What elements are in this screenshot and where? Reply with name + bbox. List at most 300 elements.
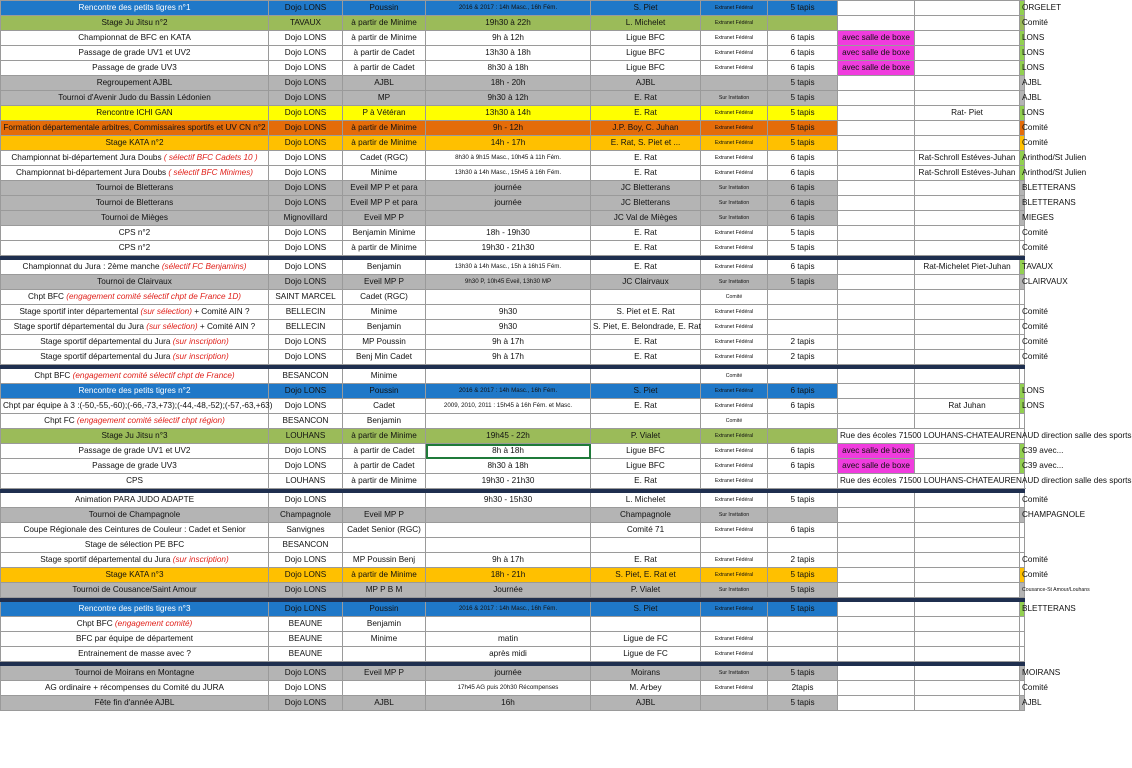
schedule-cell[interactable]: 13h30 à 18h [426,46,591,61]
event-name-cell[interactable] [1,91,269,106]
venue-cell[interactable]: Dojo LONS [269,444,343,459]
mats-cell[interactable]: 5 tapis [768,568,838,583]
referee-cell[interactable] [915,696,1020,711]
schedule-cell[interactable]: 9h30 P, 10h45 Eveil, 13h30 MP [426,275,591,290]
venue-cell[interactable]: BEAUNE [269,632,343,647]
event-name-cell[interactable] [1,196,269,211]
venue-cell[interactable]: Dojo LONS [269,384,343,399]
room-cell[interactable] [838,290,915,305]
category-cell[interactable] [343,647,426,662]
schedule-cell[interactable] [426,523,591,538]
category-cell[interactable]: Cadet (RGC) [343,151,426,166]
referee-cell[interactable] [915,538,1020,553]
referee-cell[interactable] [915,508,1020,523]
mats-cell[interactable] [768,617,838,632]
venue-cell[interactable]: Dojo LONS [269,1,343,16]
schedule-cell[interactable]: journée [426,196,591,211]
organizer-cell[interactable]: AJBL [591,696,701,711]
mats-cell[interactable]: 5 tapis [768,241,838,256]
club-cell[interactable]: Comité [1020,335,1025,350]
registration-cell[interactable]: Sur Invitation [701,181,768,196]
room-cell[interactable] [838,350,915,365]
event-name-cell[interactable] [1,76,269,91]
mats-cell[interactable]: 6 tapis [768,46,838,61]
organizer-cell[interactable]: E. Rat [591,241,701,256]
registration-cell[interactable]: Extranet Fédéral [701,647,768,662]
schedule-cell[interactable] [426,414,591,429]
schedule-cell[interactable]: journée [426,181,591,196]
category-cell[interactable]: Eveil MP P [343,508,426,523]
room-cell[interactable] [838,632,915,647]
registration-cell[interactable]: Extranet Fédéral [701,399,768,414]
schedule-cell[interactable]: 9h - 12h [426,121,591,136]
registration-cell[interactable]: Extranet Fédéral [701,166,768,181]
referee-cell[interactable] [915,91,1020,106]
referee-cell[interactable] [915,681,1020,696]
room-cell[interactable] [838,384,915,399]
referee-cell[interactable] [915,523,1020,538]
club-cell[interactable]: Comité [1020,553,1025,568]
venue-cell[interactable]: LOUHANS [269,474,343,489]
club-cell[interactable]: Comité [1020,121,1025,136]
venue-cell[interactable]: BESANCON [269,414,343,429]
organizer-cell[interactable]: E. Rat, S. Piet et ... [591,136,701,151]
mats-cell[interactable]: 6 tapis [768,399,838,414]
registration-cell[interactable]: Extranet Fédéral [701,61,768,76]
club-cell[interactable]: Comité [1020,241,1025,256]
organizer-cell[interactable]: S. Piet et E. Rat [591,305,701,320]
category-cell[interactable] [343,493,426,508]
room-cell[interactable] [838,211,915,226]
registration-cell[interactable]: Extranet Fédéral [701,31,768,46]
club-cell[interactable] [1020,414,1025,429]
mats-cell[interactable]: 6 tapis [768,384,838,399]
schedule-cell[interactable]: 9h à 12h [426,31,591,46]
category-cell[interactable]: à partir de Minime [343,31,426,46]
organizer-cell[interactable]: Ligue BFC [591,46,701,61]
room-cell[interactable] [838,493,915,508]
schedule-cell[interactable]: 2016 & 2017 : 14h Masc., 16h Fém. [426,384,591,399]
category-cell[interactable]: à partir de Minime [343,429,426,444]
event-name-cell[interactable] [1,493,269,508]
venue-cell[interactable]: Dojo LONS [269,46,343,61]
event-name-cell[interactable] [1,632,269,647]
club-cell[interactable]: BLETTERANS [1020,602,1025,617]
schedule-cell[interactable]: 8h30 à 18h [426,459,591,474]
registration-cell[interactable]: Comité [701,414,768,429]
room-cell[interactable] [838,523,915,538]
organizer-cell[interactable]: M. Arbey [591,681,701,696]
category-cell[interactable]: à partir de Minime [343,474,426,489]
event-name-cell[interactable] [1,666,269,681]
category-cell[interactable]: à partir de Cadet [343,61,426,76]
event-name-cell[interactable] [1,320,269,335]
mats-cell[interactable] [768,290,838,305]
room-cell[interactable] [838,583,915,598]
venue-cell[interactable]: Dojo LONS [269,602,343,617]
club-cell[interactable]: LONS [1020,384,1025,399]
mats-cell[interactable] [768,429,838,444]
category-cell[interactable]: Poussin [343,384,426,399]
club-cell[interactable]: BLETTERANS [1020,196,1025,211]
referee-cell[interactable]: Rat-Michelet Piet-Juhan [915,260,1020,275]
schedule-cell[interactable]: 14h - 17h [426,136,591,151]
category-cell[interactable]: à partir de Minime [343,136,426,151]
club-cell[interactable] [1020,523,1025,538]
room-cell[interactable] [838,181,915,196]
room-cell[interactable] [838,16,915,31]
category-cell[interactable]: à partir de Cadet [343,444,426,459]
event-name-cell[interactable] [1,647,269,662]
referee-cell[interactable] [915,196,1020,211]
room-cell[interactable] [838,553,915,568]
mats-cell[interactable]: 5 tapis [768,583,838,598]
mats-cell[interactable]: 5 tapis [768,275,838,290]
registration-cell[interactable]: Extranet Fédéral [701,335,768,350]
event-name-cell[interactable] [1,121,269,136]
venue-cell[interactable]: Dojo LONS [269,350,343,365]
venue-cell[interactable]: Dojo LONS [269,241,343,256]
mats-cell[interactable]: 5 tapis [768,136,838,151]
room-cell[interactable] [838,166,915,181]
mats-cell[interactable]: 5 tapis [768,106,838,121]
event-name-cell[interactable] [1,553,269,568]
organizer-cell[interactable]: E. Rat [591,335,701,350]
room-cell[interactable] [838,305,915,320]
referee-cell[interactable] [915,1,1020,16]
room-cell[interactable] [838,681,915,696]
venue-cell[interactable]: BESANCON [269,369,343,384]
registration-cell[interactable]: Extranet Fédéral [701,151,768,166]
category-cell[interactable]: Eveil MP P [343,666,426,681]
schedule-cell[interactable]: 2016 & 2017 : 14h Masc., 16h Fém. [426,602,591,617]
schedule-cell[interactable] [426,290,591,305]
room-cell[interactable] [838,320,915,335]
event-name-cell[interactable] [1,260,269,275]
club-cell[interactable]: C39 avec... [1020,444,1025,459]
venue-cell[interactable]: Dojo LONS [269,76,343,91]
category-cell[interactable]: Benjamin [343,320,426,335]
referee-cell[interactable] [915,211,1020,226]
event-name-cell[interactable] [1,166,269,181]
mats-cell[interactable]: 5 tapis [768,76,838,91]
organizer-cell[interactable] [591,369,701,384]
event-name-cell[interactable] [1,46,269,61]
schedule-cell[interactable]: 18h - 19h30 [426,226,591,241]
club-cell[interactable]: MIEGES [1020,211,1025,226]
club-cell[interactable]: AJBL [1020,696,1025,711]
mats-cell[interactable] [768,369,838,384]
registration-cell[interactable]: Extranet Fédéral [701,493,768,508]
event-name-cell[interactable] [1,290,269,305]
registration-cell[interactable]: Extranet Fédéral [701,553,768,568]
event-name-cell[interactable] [1,369,269,384]
club-cell[interactable]: Comité [1020,305,1025,320]
organizer-cell[interactable]: E. Rat [591,106,701,121]
category-cell[interactable]: Minime [343,305,426,320]
event-name-cell[interactable] [1,275,269,290]
event-name-cell[interactable] [1,459,269,474]
venue-cell[interactable]: Dojo LONS [269,275,343,290]
schedule-cell[interactable]: 8h30 à 18h [426,61,591,76]
organizer-cell[interactable]: L. Michelet [591,16,701,31]
venue-cell[interactable]: Dojo LONS [269,226,343,241]
event-name-cell[interactable] [1,350,269,365]
schedule-cell[interactable] [426,538,591,553]
club-cell[interactable] [1020,617,1025,632]
event-name-cell[interactable] [1,31,269,46]
referee-cell[interactable]: Rat- Piet [915,106,1020,121]
organizer-cell[interactable]: S. Piet, E. Belondrade, E. Rat [591,320,701,335]
category-cell[interactable]: Benjamin Minime [343,226,426,241]
referee-cell[interactable] [915,568,1020,583]
category-cell[interactable] [343,681,426,696]
schedule-cell[interactable]: 2009, 2010, 2011 : 15h45 à 16h Fém. et Masc. [426,399,591,414]
organizer-cell[interactable] [591,414,701,429]
schedule-cell[interactable]: 8h à 18h [426,444,591,459]
room-cell[interactable] [838,76,915,91]
mats-cell[interactable]: 5 tapis [768,1,838,16]
mats-cell[interactable] [768,320,838,335]
schedule-cell[interactable]: 9h à 17h [426,553,591,568]
registration-cell[interactable]: Comité [701,290,768,305]
category-cell[interactable]: Poussin [343,602,426,617]
organizer-cell[interactable]: P. Vialet [591,583,701,598]
event-name-cell[interactable] [1,474,269,489]
referee-cell[interactable] [915,647,1020,662]
registration-cell[interactable]: Sur Invitation [701,275,768,290]
registration-cell[interactable] [701,76,768,91]
venue-cell[interactable]: Dojo LONS [269,61,343,76]
registration-cell[interactable]: Extranet Fédéral [701,602,768,617]
mats-cell[interactable] [768,414,838,429]
organizer-cell[interactable]: Comité 71 [591,523,701,538]
venue-cell[interactable]: Dojo LONS [269,568,343,583]
registration-cell[interactable]: Extranet Fédéral [701,226,768,241]
organizer-cell[interactable]: S. Piet [591,602,701,617]
registration-cell[interactable]: Extranet Fédéral [701,136,768,151]
club-cell[interactable] [1020,647,1025,662]
club-cell[interactable]: LONS [1020,31,1025,46]
registration-cell[interactable]: Extranet Fédéral [701,459,768,474]
club-cell[interactable]: Comité [1020,136,1025,151]
registration-cell[interactable]: Sur Invitation [701,508,768,523]
category-cell[interactable]: Minime [343,632,426,647]
category-cell[interactable]: à partir de Minime [343,121,426,136]
schedule-cell[interactable]: 19h30 - 21h30 [426,474,591,489]
schedule-cell[interactable]: journée [426,666,591,681]
mats-cell[interactable]: 5 tapis [768,696,838,711]
event-name-cell[interactable] [1,211,269,226]
venue-cell[interactable]: BELLECIN [269,305,343,320]
event-name-cell[interactable] [1,681,269,696]
referee-cell[interactable] [915,181,1020,196]
registration-cell[interactable]: Extranet Fédéral [701,681,768,696]
room-cell[interactable]: avec salle de boxe [838,444,915,459]
club-cell[interactable]: Comité [1020,16,1025,31]
organizer-cell[interactable] [591,617,701,632]
club-cell[interactable]: Cousance-St Amour/Louhans [1020,583,1025,598]
event-name-cell[interactable] [1,399,273,414]
registration-cell[interactable] [701,617,768,632]
category-cell[interactable]: à partir de Minime [343,568,426,583]
club-cell[interactable]: ORGELET [1020,1,1025,16]
room-cell[interactable] [838,1,915,16]
registration-cell[interactable]: Extranet Fédéral [701,568,768,583]
mats-cell[interactable]: 6 tapis [768,523,838,538]
venue-cell[interactable]: Dojo LONS [269,166,343,181]
organizer-cell[interactable] [591,290,701,305]
room-cell[interactable]: avec salle de boxe [838,46,915,61]
registration-cell[interactable]: Extranet Fédéral [701,429,768,444]
registration-cell[interactable]: Extranet Fédéral [701,16,768,31]
club-cell[interactable]: AJBL [1020,76,1025,91]
category-cell[interactable]: MP Poussin Benj [343,553,426,568]
schedule-cell[interactable]: 18h - 21h [426,568,591,583]
room-cell[interactable] [838,275,915,290]
club-cell[interactable]: CLAIRVAUX [1020,275,1025,290]
category-cell[interactable]: Poussin [343,1,426,16]
organizer-cell[interactable]: Champagnole [591,508,701,523]
event-name-cell[interactable] [1,414,269,429]
room-cell[interactable] [838,106,915,121]
event-name-cell[interactable] [1,106,269,121]
room-cell[interactable] [838,335,915,350]
organizer-cell[interactable]: Ligue de FC [591,647,701,662]
mats-cell[interactable] [768,538,838,553]
club-cell[interactable]: Comité [1020,681,1025,696]
schedule-cell[interactable]: 9h30 à 12h [426,91,591,106]
category-cell[interactable]: Eveil MP P [343,275,426,290]
registration-cell[interactable]: Extranet Fédéral [701,320,768,335]
category-cell[interactable]: Cadet [343,399,426,414]
event-name-cell[interactable] [1,384,269,399]
referee-cell[interactable] [915,553,1020,568]
venue-cell[interactable]: Dojo LONS [269,121,343,136]
venue-cell[interactable]: BEAUNE [269,617,343,632]
organizer-cell[interactable]: Ligue BFC [591,459,701,474]
organizer-cell[interactable]: E. Rat [591,260,701,275]
registration-cell[interactable]: Sur Invitation [701,583,768,598]
organizer-cell[interactable]: Ligue BFC [591,444,701,459]
referee-cell[interactable] [915,275,1020,290]
registration-cell[interactable]: Comité [701,369,768,384]
room-cell[interactable]: Rue des écoles 71500 LOUHANS-CHATEAURENAUD direction salle des sports [838,429,1025,444]
mats-cell[interactable]: 6 tapis [768,196,838,211]
category-cell[interactable]: MP P B M [343,583,426,598]
room-cell[interactable] [838,508,915,523]
registration-cell[interactable]: Extranet Fédéral [701,1,768,16]
organizer-cell[interactable] [591,538,701,553]
mats-cell[interactable]: 2 tapis [768,350,838,365]
room-cell[interactable]: avec salle de boxe [838,31,915,46]
referee-cell[interactable] [915,414,1020,429]
registration-cell[interactable]: Extranet Fédéral [701,46,768,61]
category-cell[interactable]: Eveil MP P et para [343,196,426,211]
venue-cell[interactable]: Mignovillard [269,211,343,226]
venue-cell[interactable]: Dojo LONS [269,681,343,696]
event-name-cell[interactable] [1,508,269,523]
referee-cell[interactable]: Rat-Schroll Estéves-Juhan [915,151,1020,166]
referee-cell[interactable] [915,46,1020,61]
event-name-cell[interactable] [1,151,269,166]
club-cell[interactable]: Comité [1020,493,1025,508]
referee-cell[interactable] [915,61,1020,76]
schedule-cell[interactable]: 19h30 - 21h30 [426,241,591,256]
event-name-cell[interactable] [1,617,269,632]
category-cell[interactable]: Minime [343,166,426,181]
referee-cell[interactable] [915,241,1020,256]
club-cell[interactable]: MOIRANS [1020,666,1025,681]
organizer-cell[interactable]: Ligue BFC [591,61,701,76]
room-cell[interactable]: Rue des écoles 71500 LOUHANS-CHATEAURENAUD direction salle des sports [838,474,1025,489]
mats-cell[interactable]: 6 tapis [768,166,838,181]
club-cell[interactable] [1020,632,1025,647]
category-cell[interactable] [343,538,426,553]
organizer-cell[interactable]: E. Rat [591,399,701,414]
club-cell[interactable]: LONS [1020,106,1025,121]
schedule-cell[interactable] [426,508,591,523]
event-name-cell[interactable] [1,335,269,350]
room-cell[interactable] [838,538,915,553]
mats-cell[interactable]: 5 tapis [768,121,838,136]
room-cell[interactable] [838,399,915,414]
venue-cell[interactable]: BESANCON [269,538,343,553]
club-cell[interactable]: C39 avec... [1020,459,1025,474]
event-name-cell[interactable] [1,568,269,583]
organizer-cell[interactable]: JC Clairvaux [591,275,701,290]
referee-cell[interactable] [915,350,1020,365]
referee-cell[interactable] [915,136,1020,151]
organizer-cell[interactable]: E. Rat [591,350,701,365]
schedule-cell[interactable] [426,211,591,226]
referee-cell[interactable]: Rat Juhan [915,399,1020,414]
venue-cell[interactable]: Dojo LONS [269,91,343,106]
referee-cell[interactable] [915,369,1020,384]
room-cell[interactable] [838,121,915,136]
club-cell[interactable]: AJBL [1020,91,1025,106]
organizer-cell[interactable]: E. Rat [591,166,701,181]
mats-cell[interactable]: 6 tapis [768,181,838,196]
referee-cell[interactable] [915,305,1020,320]
registration-cell[interactable]: Sur Invitation [701,91,768,106]
category-cell[interactable]: MP Poussin [343,335,426,350]
venue-cell[interactable]: Dojo LONS [269,459,343,474]
schedule-cell[interactable]: 2016 & 2017 : 14h Masc., 16h Fém. [426,1,591,16]
event-name-cell[interactable] [1,305,269,320]
schedule-cell[interactable]: après midi [426,647,591,662]
mats-cell[interactable] [768,632,838,647]
category-cell[interactable]: Benj Min Cadet [343,350,426,365]
organizer-cell[interactable]: P. Vialet [591,429,701,444]
organizer-cell[interactable]: JC Bletterans [591,196,701,211]
event-name-cell[interactable] [1,444,269,459]
category-cell[interactable]: Eveil MP P et para [343,181,426,196]
category-cell[interactable]: Cadet (RGC) [343,290,426,305]
event-name-cell[interactable] [1,523,269,538]
venue-cell[interactable]: Dojo LONS [269,106,343,121]
schedule-cell[interactable]: Journée [426,583,591,598]
club-cell[interactable] [1020,538,1025,553]
category-cell[interactable]: Eveil MP P [343,211,426,226]
club-cell[interactable]: Arinthod/St Julien [1020,151,1025,166]
club-cell[interactable]: CHAMPAGNOLE [1020,508,1025,523]
schedule-cell[interactable] [426,617,591,632]
room-cell[interactable] [838,617,915,632]
event-name-cell[interactable] [1,538,269,553]
room-cell[interactable] [838,602,915,617]
club-cell[interactable]: LONS [1020,46,1025,61]
